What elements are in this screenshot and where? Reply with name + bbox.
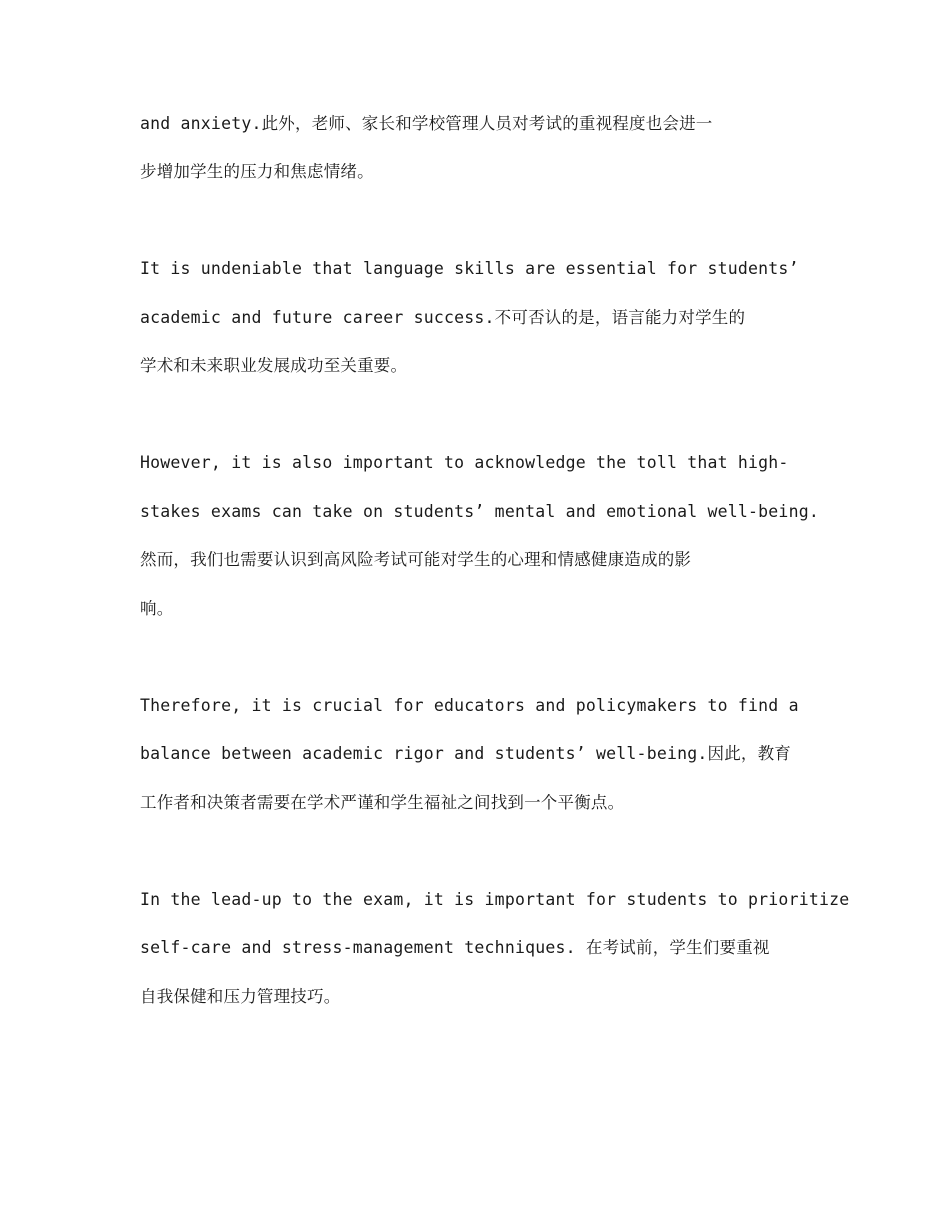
paragraph-5-line-3: 自我保健和压力管理技巧。 — [140, 987, 341, 1006]
paragraph-2-line-2: academic and future career success.不可否认的是，语言能力对学生的 — [140, 308, 746, 327]
paragraph-2-line-1: It is undeniable that language skills are essential for students’ — [140, 259, 799, 278]
paragraph-4-line-2: balance between academic rigor and students’ well-being.因此，教育 — [140, 744, 791, 763]
paragraph-3-line-2: stakes exams can take on students’ mental and emotional well-being. — [140, 502, 819, 521]
paragraph-3-line-4: 响。 — [140, 599, 174, 618]
paragraph-2-line-3: 学术和未来职业发展成功至关重要。 — [140, 356, 408, 375]
paragraph-5-line-2: self-care and stress-management techniques. 在考试前，学生们要重视 — [140, 938, 770, 957]
paragraph-3-line-1: However, it is also important to acknowledge the toll that high- — [140, 453, 789, 472]
paragraph-1-line-1: and anxiety.此外，老师、家长和学校管理人员对考试的重视程度也会进一 — [140, 114, 713, 133]
paragraph-1-line-2: 步增加学生的压力和焦虑情绪。 — [140, 162, 374, 181]
paragraph-4-line-3: 工作者和决策者需要在学术严谨和学生福祉之间找到一个平衡点。 — [140, 793, 625, 812]
paragraph-5-line-1: In the lead-up to the exam, it is important for students to prioritize — [140, 890, 850, 909]
paragraph-3-line-3: 然而，我们也需要认识到高风险考试可能对学生的心理和情感健康造成的影 — [140, 550, 692, 569]
paragraph-4-line-1: Therefore, it is crucial for educators and policymakers to find a — [140, 696, 799, 715]
